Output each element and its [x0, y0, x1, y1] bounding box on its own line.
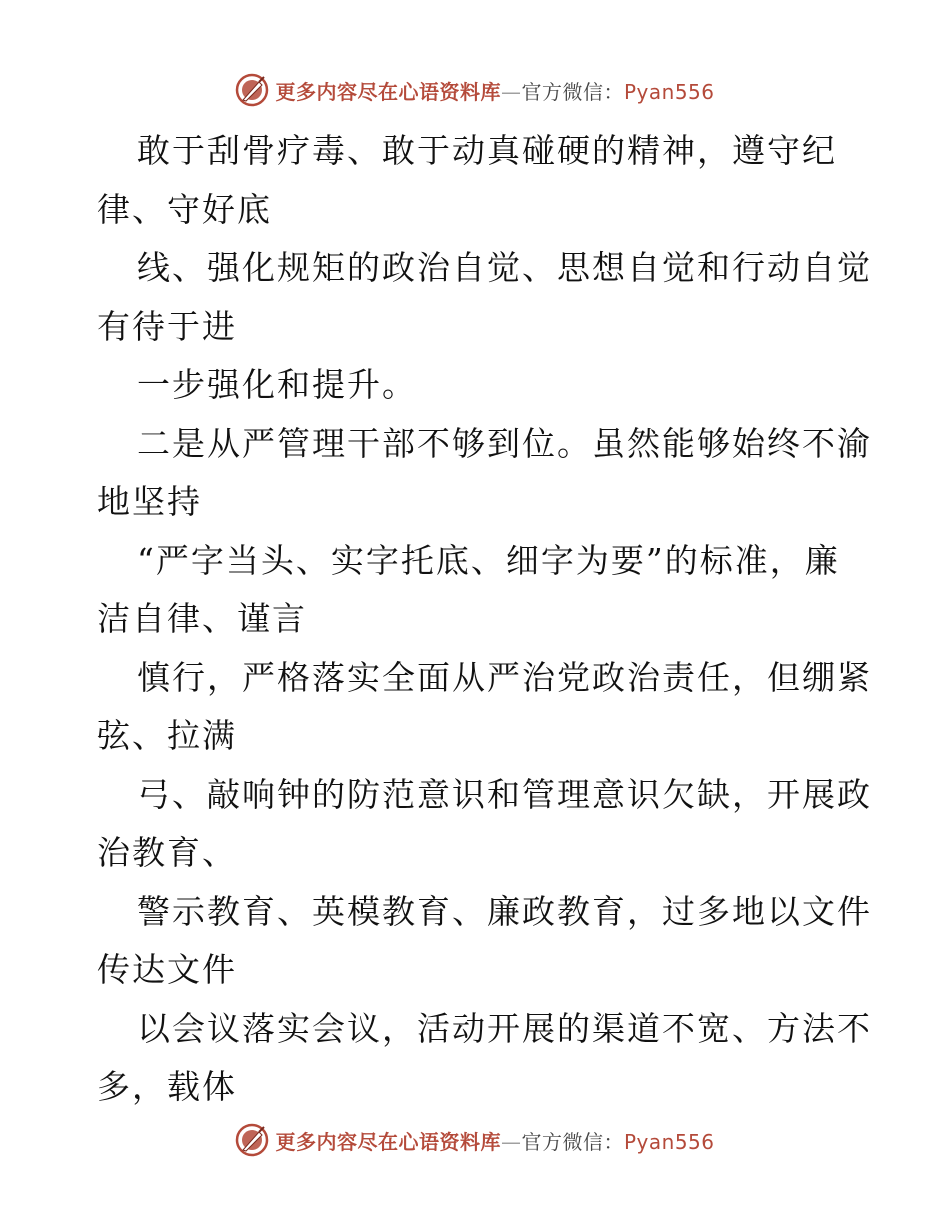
- header-watermark: [0, 70, 950, 110]
- text-line: 二是从严管理干部不够到位。虽然能够始终不渝: [137, 423, 872, 463]
- text-line: 线、强化规矩的政治自觉、思想自觉和行动自觉: [137, 248, 872, 287]
- watermark-text: [275, 1126, 714, 1155]
- text-line: 一步强化和提升。: [137, 365, 417, 404]
- text-line: “严字当头、实字托底、细字为要”的标准，廉: [137, 540, 840, 580]
- text-line: 有待于进: [97, 306, 237, 346]
- watermark-dash: —: [500, 1129, 522, 1154]
- text-line: 多，载体: [97, 1067, 237, 1106]
- document-body: [97, 122, 872, 1117]
- text-line: 律、守好底: [97, 189, 272, 229]
- footer-watermark: [0, 1120, 950, 1160]
- quill-pen-seal-icon: [235, 1123, 269, 1157]
- watermark-wechat-handle: Pyan556: [623, 79, 715, 104]
- watermark-text: [275, 76, 714, 105]
- watermark-official-label: 官方微信：: [521, 1129, 624, 1154]
- text-line: 传达文件: [97, 950, 237, 989]
- text-line: 弦、拉满: [97, 716, 237, 755]
- watermark-wechat-handle: Pyan556: [623, 1129, 715, 1154]
- text-line: 治教育、: [97, 833, 237, 872]
- text-line: 警示教育、英模教育、廉政教育，过多地以文件: [137, 891, 872, 931]
- watermark-dash: —: [500, 79, 522, 104]
- text-line: 洁自律、谨言: [97, 599, 307, 638]
- watermark-brand: 更多内容尽在心语资料库: [275, 79, 501, 104]
- text-line: 弓、敲响钟的防范意识和管理意识欠缺，开展政: [137, 774, 872, 814]
- watermark-brand: 更多内容尽在心语资料库: [275, 1129, 501, 1154]
- text-line: 敢于刮骨疗毒、敢于动真碰硬的精神，遵守纪: [137, 131, 837, 170]
- watermark-official-label: 官方微信：: [521, 79, 624, 104]
- text-line: 地坚持: [97, 482, 202, 521]
- text-line: 以会议落实会议，活动开展的渠道不宽、方法不: [137, 1008, 872, 1048]
- text-line: 慎行，严格落实全面从严治党政治责任，但绷紧: [137, 657, 872, 697]
- quill-pen-seal-icon: [235, 73, 269, 107]
